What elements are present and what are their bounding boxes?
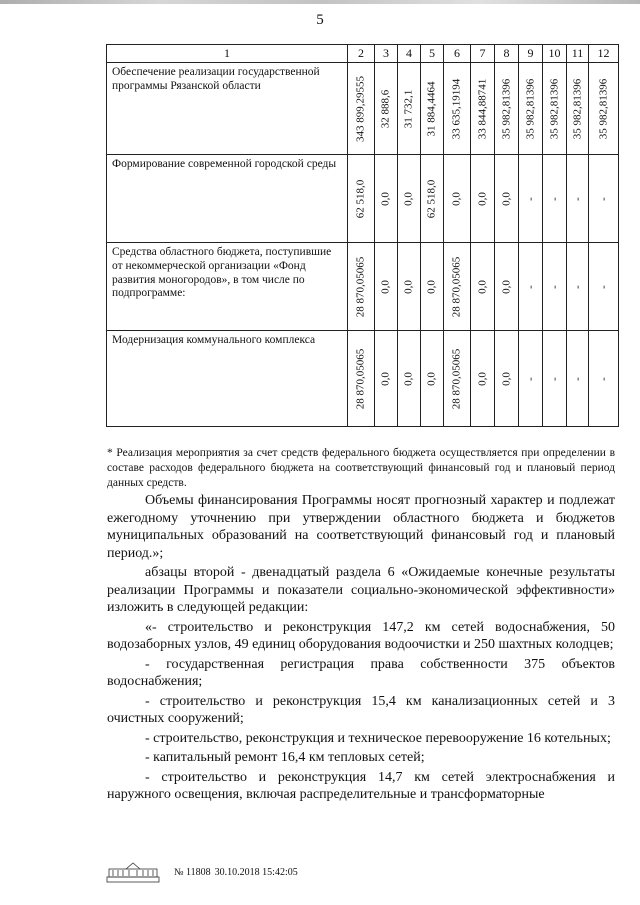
cell-value: 28 870,05065 (450, 256, 463, 317)
table-row (107, 243, 619, 331)
table-cell (567, 331, 589, 427)
row-label: Обеспечение реализации государственной программы Рязанской области (107, 63, 348, 155)
row-label: Модернизация коммунального комплекса (107, 331, 348, 427)
cell-value: 28 870,05065 (354, 256, 367, 317)
cell-value: 35 982,81396 (524, 78, 536, 139)
table-cell (519, 243, 543, 331)
column-header: 9 (519, 45, 543, 63)
list-item: - капитальный ремонт 16,4 км тепловых сетей; (145, 750, 425, 765)
table-cell (444, 331, 471, 427)
table-row (107, 155, 619, 243)
paragraph: абзацы второй - двенадцатый раздела 6 «Ожидаемые конечные результаты реализации Программы и показатели социально-экономической эффективности» изложить в следующей редакции: (107, 565, 615, 615)
table-cell (589, 243, 619, 331)
cell-value: 0,0 (500, 371, 512, 386)
table-cell (543, 243, 567, 331)
table-cell (421, 155, 444, 243)
table-cell (495, 243, 519, 331)
cell-value: - (571, 196, 583, 201)
table-cell (348, 243, 375, 331)
table-cell (471, 155, 495, 243)
table-cell (471, 63, 495, 155)
cell-value: 0,0 (425, 279, 438, 294)
cell-value: - (597, 196, 609, 201)
cell-value: 31 732,1 (402, 89, 415, 128)
cell-value: - (524, 376, 536, 381)
cell-value: 32 888,6 (379, 89, 392, 128)
cell-value: 62 518,0 (354, 179, 367, 218)
table-cell (444, 155, 471, 243)
table-cell (543, 331, 567, 427)
table-cell (567, 243, 589, 331)
cell-value: - (548, 284, 560, 289)
list-item: - строительство, реконструкция и техническое перевооружение 16 котельных; (145, 730, 611, 746)
column-header: 12 (589, 45, 619, 63)
table-cell (444, 243, 471, 331)
column-header: 2 (348, 45, 375, 63)
cell-value: 35 982,81396 (597, 78, 609, 139)
column-header: 4 (398, 45, 421, 63)
table-cell (495, 155, 519, 243)
scan-edge-artifact (0, 0, 640, 4)
column-header: 1 (107, 45, 348, 63)
column-header: 7 (471, 45, 495, 63)
cell-value: - (597, 284, 609, 289)
table-cell (375, 63, 398, 155)
cell-value: 0,0 (500, 279, 512, 294)
cell-value: 28 870,05065 (354, 348, 367, 409)
table-cell (471, 331, 495, 427)
cell-value: 62 518,0 (425, 179, 438, 218)
table-cell (398, 243, 421, 331)
cell-value: 0,0 (476, 279, 488, 294)
list-item: - государственная регистрация права собственности 375 объектов водоснабжения; (107, 656, 615, 689)
table-cell (398, 155, 421, 243)
table-cell (519, 331, 543, 427)
table-cell (421, 243, 444, 331)
column-header: 11 (567, 45, 589, 63)
table-cell (398, 331, 421, 427)
table-cell (543, 63, 567, 155)
table-row (107, 63, 619, 155)
table-cell (567, 155, 589, 243)
document-datetime: 30.10.2018 15:42:05 (214, 866, 298, 878)
cell-value: 0,0 (402, 371, 415, 386)
cell-value: 33 635,19194 (450, 78, 463, 139)
list-item: - строительство и реконструкция 15,4 км канализационных сетей и 3 очистных сооружений; (107, 693, 615, 726)
government-building-stamp-icon (106, 861, 160, 883)
column-header: 6 (444, 45, 471, 63)
cell-value: - (548, 196, 560, 201)
table-header-row (107, 45, 619, 63)
cell-value: - (524, 196, 536, 201)
table-cell (375, 155, 398, 243)
table-cell (589, 63, 619, 155)
document-body (107, 492, 615, 804)
list-item: - строительство и реконструкция 14,7 км сетей электроснабжения и наружного освещения, включая распределительные и трансформаторные (107, 769, 615, 802)
financing-table (106, 44, 619, 427)
cell-value: - (597, 376, 609, 381)
row-label: Средства областного бюджета, поступившие от некоммерческой организации «Фонд развития моногородов», в том числе по подпрограмме: (107, 243, 348, 331)
table-cell (519, 155, 543, 243)
table-cell (398, 63, 421, 155)
cell-value: 35 982,81396 (500, 78, 512, 139)
list-item: «- строительство и реконструкция 147,2 км сетей водоснабжения, 50 водозаборных узлов, 49 единиц оборудования водоочистки и 250 шахтных колодцев; (107, 619, 615, 652)
paragraph: Объемы финансирования Программы носят прогнозный характер и подлежат ежегодному уточнению при утверждении областного бюджета и бюджетов муниципальных образований на соответствующий финансовый год и плановый период.»; (107, 493, 615, 561)
table-cell (495, 63, 519, 155)
cell-value: 343 899,29555 (354, 75, 367, 142)
table-cell (543, 155, 567, 243)
document-number: № 11808 (174, 866, 211, 878)
cell-value: - (571, 284, 583, 289)
table-cell (421, 331, 444, 427)
column-header: 3 (375, 45, 398, 63)
cell-value: 0,0 (402, 191, 415, 206)
table-cell (348, 331, 375, 427)
table-cell (589, 155, 619, 243)
table-cell (471, 243, 495, 331)
cell-value: 0,0 (476, 371, 488, 386)
cell-value: 35 982,81396 (571, 78, 583, 139)
table-cell (567, 63, 589, 155)
cell-value: 0,0 (379, 191, 392, 206)
cell-value: - (524, 284, 536, 289)
table-cell (348, 63, 375, 155)
cell-value: 0,0 (379, 371, 392, 386)
cell-value: 33 844,88741 (476, 78, 488, 139)
document-footer (106, 861, 298, 883)
cell-value: - (571, 376, 583, 381)
table-cell (348, 155, 375, 243)
cell-value: 0,0 (450, 191, 463, 206)
table-cell (375, 331, 398, 427)
table-cell (589, 331, 619, 427)
table-cell (495, 331, 519, 427)
table-cell (375, 243, 398, 331)
table-cell (519, 63, 543, 155)
cell-value: 28 870,05065 (450, 348, 463, 409)
page-number: 5 (316, 12, 324, 28)
cell-value: 0,0 (425, 371, 438, 386)
cell-value: 35 982,81396 (548, 78, 560, 139)
cell-value: - (548, 376, 560, 381)
column-header: 5 (421, 45, 444, 63)
table-cell (421, 63, 444, 155)
cell-value: 0,0 (402, 279, 415, 294)
cell-value: 0,0 (476, 191, 488, 206)
cell-value: 0,0 (500, 191, 512, 206)
column-header: 8 (495, 45, 519, 63)
cell-value: 31 884,4464 (425, 81, 438, 136)
table-cell (444, 63, 471, 155)
cell-value: 0,0 (379, 279, 392, 294)
footnote: * Реализация мероприятия за счет средств федерального бюджета осуществляется при определении в составе расходов федерального бюджета на соответствующий финансовый год и плановый период данных средств. (107, 447, 615, 489)
row-label: Формирование современной городской среды (107, 155, 348, 243)
column-header: 10 (543, 45, 567, 63)
table-row (107, 331, 619, 427)
